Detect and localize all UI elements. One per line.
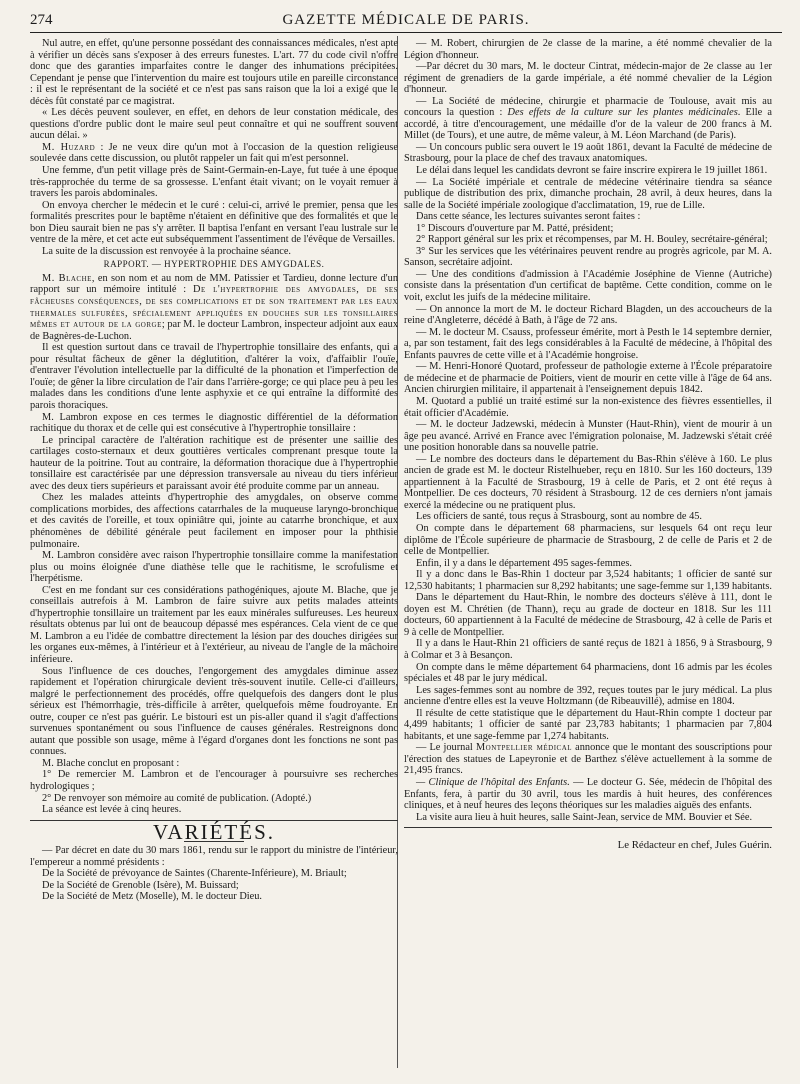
paragraph: 2° De renvoyer son mémoire au comité de publication. (Adopté.)	[42, 792, 312, 804]
paragraph: De la Société de Metz (Moselle), M. le docteur Dieu.	[42, 891, 263, 903]
paragraph: — M. Robert, chirurgien de 2e classe de la marine, a été nommé chevalier de la Légion d'honneur.	[404, 38, 772, 61]
paragraph: — La Société de médecine, chirurgie et pharmacie de Toulouse, avait mis au concours la question : Des effets de la culture sur les plantes médicinales. Elle a accordé, à titre d'encouragement, une médaille d'or de la valeur de 200 francs à M. Millet (de Tours), et une autre, de même valeur, à M. Léon Marchand (de Paris).	[404, 95, 772, 142]
paragraph: — On annonce la mort de M. le docteur Richard Blagden, un des accoucheurs de la reine d'Angleterre, décédé à Bath, à l'âge de 72 ans.	[404, 303, 772, 327]
paragraph: —Par décret du 30 mars, M. le docteur Cintrat, médecin-major de 2e classe au 1er régiment de grenadiers de la garde impériale, a été nommé chevalier de la Légion d'honneur.	[404, 61, 772, 96]
paragraph: M. Huzard : Je ne veux dire qu'un mot à l'occasion de la question religieuse soulevée dans cette discussion, ou plutôt rappeler un fait qui m'est personnel.	[30, 141, 398, 165]
paragraph: Il est question surtout dans ce travail de l'hypertrophie tonsillaire des enfants, qui a pour résultat fâcheux de gêner la déglutition, d'altérer la voix, d'affaiblir l'ouïe, d'entraver l'évolution intellectuelle par la difficulté de la phonation et l'imperfection de l'ouïe; de gêner la libre circulation de l'air dans l'arrière-gorge; ce qui place peu à peu les malades dans les conditions d'une lente asphyxie et ce qui entraîne la difformité des parois thoraciques.	[30, 342, 398, 411]
paragraph: — Par décret en date du 30 mars 1861, rendu sur le rapport du ministre de l'intérieur, l'empereur a nommé présidents :	[30, 845, 398, 868]
paragraph: Il y a dans le Haut-Rhin 21 officiers de santé reçus de 1821 à 1856, 9 à Strasbourg, 9 à Colmar et 3 à Besançon.	[404, 638, 772, 661]
paragraph: — Le nombre des docteurs dans le département du Bas-Rhin s'élève à 160. Le plus ancien de grade est M. le docteur Ristelhueber, reçu en 1810. Sur les 160 docteurs, 139 appartiennent à la Faculté de Strasbourg, 19 à celle de Paris, et 2 ont été reçus à Montpellier. De ces docteurs, 70 résident à Strasbourg. 12 de ces derniers n'ont jamais exercé la médecine ou ne pratiquent plus.	[404, 453, 772, 511]
paragraph: — Une des conditions d'admission à l'Académie Joséphine de Vienne (Autriche) consiste dans la présentation d'un certificat de baptême. Cette condition, comme on le voit, exclut les juifs de la médecine militaire.	[404, 268, 772, 304]
paragraph: Les sages-femmes sont au nombre de 392, reçues toutes par le jury médical. La plus ancienne d'entre elles est la veuve Holtzmann (de Ribeauvillé), admise en 1804.	[404, 684, 772, 708]
paragraph: 2° Rapport général sur les prix et récompenses, par M. H. Bouley, secrétaire-général;	[416, 234, 768, 246]
paragraph: On compte dans le même département 64 pharmaciens, dont 16 admis par les écoles spéciales et 48 par le jury médical.	[404, 661, 772, 685]
paragraph: — M. Henri-Honoré Quotard, professeur de pathologie externe à l'École préparatoire de médecine et de pharmacie de Poitiers, vient de mourir en cette ville à l'âge de 64 ans. Ancien chirurgien militaire, il appartenait à l'enseignement depuis 1842.	[404, 361, 772, 396]
page-header	[30, 10, 782, 32]
paragraph: M. Quotard a publié un traité estimé sur la non-existence des fièvres essentielles, il était officier d'Académie.	[404, 395, 772, 419]
paragraph: Une femme, d'un petit village près de Saint-Germain-en-Laye, fut tuée à une époque très-rapprochée du terme de sa grossesse. L'enfant était vivant; on le voyait remuer à travers les parois abdominales.	[30, 165, 398, 200]
paragraph: Il résulte de cette statistique que le département du Haut-Rhin compte 1 docteur par 4,499 habitants; 1 officier de santé par 23,783 habitants; 1 pharmacien par 7,804 habitants, et une sage-femme par 1,274 habitants.	[404, 707, 772, 742]
paragraph: M. Blache conclut en proposant :	[42, 757, 180, 769]
paragraph: M. Blache, en son nom et au nom de MM. Patissier et Tardieu, donne lecture d'un rapport sur un mémoire intitulé : De l'hypertrophie des amygdales, de ses fâcheuses conséquences, de ses complications et de son traitement par les eaux thermales sulfurées, spécialement appliquées en douches sur les tonsillaires mêmes et autour de la gorge; par M. le docteur Lambron, inspecteur adjoint aux eaux de Bagnères-de-Luchon.	[30, 272, 399, 342]
speaker-name: M. Blache	[42, 272, 92, 284]
paragraph: — M. le docteur M. Csauss, professeur émérite, mort à Pesth le 14 septembre dernier, a, par son testament, fait des legs considérables à la Faculté de médecine, à l'hôpital des Enfants pauvres de cette ville et à l'Académie hongroise.	[404, 326, 772, 361]
paragraph: 1° Discours d'ouverture par M. Patté, président;	[416, 222, 614, 234]
paragraph: On compte dans le département 68 pharmaciens, sur lesquels 64 ont reçu leur diplôme de l'École supérieure de pharmacie de Strasbourg, 2 de celle de Paris et 2 de celle de Montpellier.	[404, 522, 772, 558]
paragraph: 1° De remercier M. Lambron et de l'encourager à poursuivre ses recherches hydrologiques ;	[30, 769, 398, 792]
section-rule	[404, 827, 772, 828]
paragraph: M. Lambron expose en ces termes le diagnostic différentiel de la déformation rachitique du thorax et de celle qui est consécutive à l'hypertrophie tonsillaire :	[30, 411, 398, 435]
paragraph: — La Société impériale et centrale de médecine vétérinaire tiendra sa séance publique de distribution des prix, dimanche prochain, 28 avril, à deux heures, dans la salle de la Société impériale zoologique d'acclimatation, 19, rue de Lille.	[404, 176, 772, 211]
paragraph: « Les décès peuvent soulever, en effet, en dehors de leur constation médicale, des questions d'ordre public dont le maire seul peut connaître et qui ne souffrent souvent aucun délai. »	[30, 107, 398, 142]
paragraph: On envoya chercher le médecin et le curé : celui-ci, arrivé le premier, pensa que les formalités prescrites pour le baptême n'étaient en définitive que des formalités et que le bon Dieu saurait bien ne pas s'y arrêter. Il baptisa l'enfant en versant l'eau lustrale sur le ventre de la mère, et cet acte eut subséquemment l'assentiment de l'évêque de Versailles.	[30, 199, 398, 246]
paragraph: Enfin, il y a dans le département 495 sages-femmes.	[416, 557, 633, 569]
paragraph: Dans le département du Haut-Rhin, le nombre des docteurs s'élève à 111, dont le doyen est M. Chrétien (de Thann), reçu au grade de docteur en 1818. Sur les 111 docteurs, 60 appartiennent à la Faculté de médecine de Strasbourg, 42 à celle de Paris et 9 à celle de Montpellier.	[404, 592, 772, 638]
speaker-name: M. Huzard	[42, 141, 96, 153]
paragraph: La suite de la discussion est renvoyée à la prochaine séance.	[42, 245, 292, 257]
paragraph: De la Société de Grenoble (Isère), M. Buissard;	[42, 879, 239, 891]
paragraph: C'est en me fondant sur ces considérations pathogéniques, ajoute M. Blache, que je conseillais autrefois à M. Lambron de faire suivre aux petits malades atteints d'hypertrophie tonsillaire un traitement par les eaux minérales sulfureuses. Les heureux résultats obtenus par lui ont de beaucoup dépassé mes espérances. Cela vient de ce que M. Lambron a eu l'idée de combattre directement la lésion par des douches dirigées sur les organes eux-mêmes, à l'intérieur et à l'extérieur, au niveau de l'angle de la mâchoire inférieure.	[30, 584, 398, 665]
right-column	[404, 38, 772, 852]
journal-name: Montpellier médical	[475, 742, 573, 754]
paragraph: Sous l'influence de ces douches, l'engorgement des amygdales diminue assez rapidement et l'opération chirurgicale devient très-souvent inutile. Celle-ci d'ailleurs, malgré le perfectionnement des procédés, offre quelquefois des dangers dont le plus sérieux est l'hémorrhagie, très-difficile à arrêter, quelquefois même foudroyante. En outre, couper ce n'est pas guérir. Le bistouri est un pis-aller quand il s'agit d'affections survenues spontanément ou sous l'influence de causes générales. Restreignons donc autant que possible son usage, même à l'égard d'organes dont les fonctions ne sont pas connues.	[30, 665, 398, 758]
paragraph: Il y a donc dans le Bas-Rhin 1 docteur par 3,524 habitants; 1 officier de santé sur 12,530 habitants; 1 pharmacien sur 8,292 habitants; une sage-femme sur 1,139 habitants.	[404, 569, 772, 592]
paragraph: — Le journal Montpellier médical annonce que le montant des souscriptions pour l'érection des statues de Lapeyronie et de Barthez s'élève actuellement à la somme de 21,495 francs.	[404, 742, 773, 777]
memoir-title: De l'hypertrophie des amygdales, de ses fâcheuses conséquences, de ses complications et de son traitement par les eaux thermales sulfurées, spécialement appliquées en douches sur les tonsillaires mêmes et autour de la gorge	[30, 284, 399, 331]
paragraph: Dans cette séance, les lectures suivantes seront faites :	[416, 211, 641, 223]
section-heading: VARIÉTÉS.	[152, 819, 276, 844]
paragraph: — Un concours public sera ouvert le 19 août 1861, devant la Faculté de médecine de Strasbourg, pour la place de chef des travaux anatomiques.	[404, 141, 772, 165]
paragraph: La séance est levée à cinq heures.	[42, 804, 182, 816]
paragraph: Les officiers de santé, tous reçus à Strasbourg, sont au nombre de 45.	[416, 511, 703, 523]
section-heading: RAPPORT. — HYPERTROPHIE DES AMYGDALES.	[103, 259, 325, 270]
paragraph: — Clinique de l'hôpital des Enfants. — Le docteur G. Sée, médecin de l'hôpital des Enfants, fera, à partir du 30 avril, tous les mardis à huit heures, des conférences cliniques, et à neuf heures des leçons théoriques sur les maladies aiguës des enfants.	[404, 777, 772, 812]
paragraph: 3° Sur les services que les vétérinaires peuvent rendre au progrès agricole, par M. A. Sanson, secrétaire adjoint.	[404, 245, 772, 269]
paragraph: Le délai dans lequel les candidats devront se faire inscrire expirera le 19 juillet 1861.	[416, 165, 768, 177]
page-number: 274	[30, 12, 53, 28]
paragraph: M. Lambron considère avec raison l'hypertrophie tonsillaire comme la manifestation plus ou moins éloignée d'une diathèse telle que le rachitisme, le scrofulisme et l'herpétisme.	[30, 550, 398, 585]
paragraph: Le principal caractère de l'altération rachitique est de présenter une saillie des cartilages costo-sternaux et deux gouttières verticales comprenant presque toute la hauteur de la poitrine. Tout au contraire, la déformation thoracique due à l'hypertrophie tonsillaire est caractérisée par une dépression transversale au niveau du tiers inférieur avec des deux tiers supérieurs et paraissant avoir été produite comme par un anneau.	[30, 434, 398, 492]
clinic-title: — Clinique de l'hôpital des Enfants.	[416, 777, 570, 788]
editor-signature: Le Rédacteur en chef, Jules Guérin.	[617, 839, 772, 852]
left-column	[30, 38, 398, 903]
paragraph: Nul autre, en effet, qu'une personne possédant des connaissances médicales, n'est apte à vérifier un décès sans s'exposer à des erreurs funestes. L'art. 77 du code civil n'offre donc que des garanties imparfaites contre le danger des inhumations précipitées. Cependant je pense que l'intervention du maire est toujours utile en pareille circonstance : il est le représentant de la société et ce n'est pas sans raison que la loi a exigé que le décès fût constaté par ce magistrat.	[30, 38, 398, 107]
paragraph: — M. le docteur Jadzewski, médecin à Munster (Haut-Rhin), vient de mourir à un âge peu avancé. Arrivé en France avec l'émigration polonaise, M. Jadzewski s'était créé une position honorable dans sa nouvelle patrie.	[404, 419, 772, 454]
paragraph: Chez les malades atteints d'hypertrophie des amygdales, on observe comme complications morbides, des affections catarrhales de la muqueuse laryngo-bronchique et des cavités de l'oreille, et toux opiniâtre qui, jointe au catarrhe bronchique, et aux phénomènes de débilité générale peut facilement en imposer pour la phthisie pulmonaire.	[30, 492, 398, 550]
header-rule	[30, 32, 782, 33]
contest-question: Des effets de la culture sur les plantes médicinales	[507, 107, 738, 119]
paragraph: La visite aura lieu à huit heures, salle Saint-Jean, service de MM. Bouvier et Sée.	[416, 811, 753, 823]
journal-title: GAZETTE MÉDICALE DE PARIS.	[282, 12, 530, 28]
paragraph: De la Société de prévoyance de Saintes (Charente-Inférieure), M. Briault;	[42, 868, 347, 880]
